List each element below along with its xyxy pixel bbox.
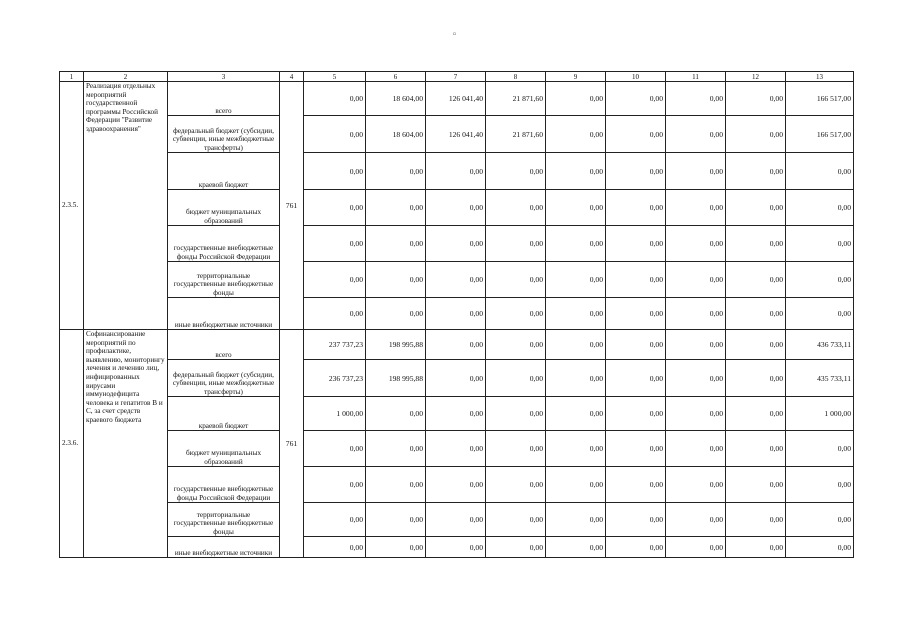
table-row — [60, 467, 854, 503]
amount-cell: 18 604,00 — [366, 116, 426, 153]
column-number: 4 — [280, 72, 304, 82]
table-row — [60, 262, 854, 298]
amount-cell: 0,00 — [366, 262, 426, 298]
amount-cell: 0,00 — [546, 467, 606, 503]
table-row — [60, 116, 854, 153]
amount-cell: 0,00 — [726, 360, 786, 397]
table-row — [60, 503, 854, 537]
amount-cell: 0,00 — [606, 82, 666, 116]
amount-cell: 21 871,60 — [486, 116, 546, 153]
column-number: 12 — [726, 72, 786, 82]
amount-cell: 0,00 — [726, 226, 786, 262]
amount-cell: 198 995,88 — [366, 360, 426, 397]
amount-cell: 0,00 — [304, 298, 366, 330]
grbs-code: 761 — [280, 82, 304, 330]
amount-cell: 0,00 — [366, 431, 426, 467]
table-row — [60, 82, 854, 116]
column-number: 9 — [546, 72, 606, 82]
amount-cell: 0,00 — [666, 431, 726, 467]
funding-source: иные внебюджетные источники — [168, 537, 280, 558]
funding-source: территориальные государственные внебюджетные фонды — [168, 262, 280, 298]
column-number: 3 — [168, 72, 280, 82]
amount-cell: 0,00 — [546, 226, 606, 262]
amount-cell: 0,00 — [546, 537, 606, 558]
amount-cell: 0,00 — [486, 503, 546, 537]
amount-cell: 0,00 — [606, 431, 666, 467]
amount-cell: 0,00 — [486, 330, 546, 360]
funding-source: бюджет муниципальных образований — [168, 431, 280, 467]
amount-cell: 0,00 — [666, 153, 726, 190]
amount-cell: 0,00 — [786, 431, 854, 467]
amount-cell: 0,00 — [546, 431, 606, 467]
amount-cell: 0,00 — [426, 153, 486, 190]
amount-cell: 0,00 — [366, 298, 426, 330]
table-row — [60, 226, 854, 262]
amount-cell: 0,00 — [606, 190, 666, 226]
column-number: 2 — [84, 72, 168, 82]
table-row — [60, 330, 854, 360]
amount-cell: 0,00 — [426, 190, 486, 226]
amount-cell: 237 737,23 — [304, 330, 366, 360]
column-number: 7 — [426, 72, 486, 82]
table-row — [60, 537, 854, 558]
measure-name: Реализация отдельных мероприятий государственной программы Российской Федерации "Развитие здравоохранения" — [84, 82, 168, 330]
table-row — [60, 153, 854, 190]
amount-cell: 0,00 — [366, 503, 426, 537]
amount-cell: 0,00 — [546, 190, 606, 226]
funding-source: всего — [168, 82, 280, 116]
amount-cell: 0,00 — [606, 467, 666, 503]
amount-cell: 0,00 — [786, 190, 854, 226]
amount-cell: 0,00 — [666, 537, 726, 558]
amount-cell: 0,00 — [546, 503, 606, 537]
amount-cell: 0,00 — [726, 298, 786, 330]
amount-cell: 0,00 — [366, 153, 426, 190]
amount-cell: 0,00 — [666, 116, 726, 153]
measure-name: Софинансирование мероприятий по профилактике, выявлению, мониторингу лечения и лечению лиц, инфицированных вирусами иммунодефицита человека и гепатитов В и С, за счет средств краевого бюджета — [84, 330, 168, 558]
amount-cell: 0,00 — [726, 537, 786, 558]
funding-source: иные внебюджетные источники — [168, 298, 280, 330]
amount-cell: 0,00 — [726, 82, 786, 116]
amount-cell: 18 604,00 — [366, 82, 426, 116]
amount-cell: 0,00 — [426, 298, 486, 330]
amount-cell: 0,00 — [546, 298, 606, 330]
amount-cell: 0,00 — [666, 190, 726, 226]
table-row — [60, 360, 854, 397]
column-number: 10 — [606, 72, 666, 82]
amount-cell: 0,00 — [666, 298, 726, 330]
table-row — [60, 298, 854, 330]
amount-cell: 0,00 — [304, 190, 366, 226]
amount-cell: 0,00 — [606, 262, 666, 298]
column-number: 5 — [304, 72, 366, 82]
amount-cell: 21 871,60 — [486, 82, 546, 116]
amount-cell: 0,00 — [786, 467, 854, 503]
funding-source: федеральный бюджет (субсидии, субвенции, иные межбюджетные трансферты) — [168, 116, 280, 153]
funding-source: краевой бюджет — [168, 397, 280, 431]
amount-cell: 0,00 — [486, 153, 546, 190]
amount-cell: 126 041,40 — [426, 82, 486, 116]
amount-cell: 0,00 — [546, 116, 606, 153]
funding-source: бюджет муниципальных образований — [168, 190, 280, 226]
amount-cell: 0,00 — [426, 397, 486, 431]
amount-cell: 0,00 — [726, 503, 786, 537]
amount-cell: 0,00 — [606, 153, 666, 190]
amount-cell: 0,00 — [666, 503, 726, 537]
amount-cell: 0,00 — [606, 537, 666, 558]
amount-cell: 0,00 — [666, 467, 726, 503]
amount-cell: 0,00 — [426, 537, 486, 558]
amount-cell: 0,00 — [726, 431, 786, 467]
page-mark: ¤ — [453, 32, 456, 38]
amount-cell: 0,00 — [304, 153, 366, 190]
measure-code: 2.3.6. — [60, 330, 84, 558]
amount-cell: 0,00 — [304, 116, 366, 153]
amount-cell: 0,00 — [426, 503, 486, 537]
amount-cell: 0,00 — [486, 397, 546, 431]
amount-cell: 0,00 — [726, 330, 786, 360]
amount-cell: 0,00 — [786, 503, 854, 537]
amount-cell: 166 517,00 — [786, 116, 854, 153]
amount-cell: 0,00 — [546, 397, 606, 431]
amount-cell: 0,00 — [666, 360, 726, 397]
funding-source: федеральный бюджет (субсидии, субвенции, иные межбюджетные трансферты) — [168, 360, 280, 397]
amount-cell: 0,00 — [786, 153, 854, 190]
amount-cell: 0,00 — [486, 467, 546, 503]
funding-source: территориальные государственные внебюджетные фонды — [168, 503, 280, 537]
amount-cell: 0,00 — [366, 397, 426, 431]
funding-source: государственные внебюджетные фонды Российской Федерации — [168, 467, 280, 503]
funding-source: краевой бюджет — [168, 153, 280, 190]
amount-cell: 0,00 — [304, 262, 366, 298]
amount-cell: 0,00 — [606, 503, 666, 537]
column-number: 1 — [60, 72, 84, 82]
amount-cell: 0,00 — [666, 330, 726, 360]
amount-cell: 0,00 — [666, 397, 726, 431]
amount-cell: 0,00 — [486, 431, 546, 467]
table-row — [60, 431, 854, 467]
amount-cell: 0,00 — [426, 467, 486, 503]
amount-cell: 0,00 — [606, 116, 666, 153]
amount-cell: 435 733,11 — [786, 360, 854, 397]
amount-cell: 0,00 — [726, 467, 786, 503]
amount-cell: 0,00 — [606, 397, 666, 431]
amount-cell: 0,00 — [546, 262, 606, 298]
amount-cell: 0,00 — [486, 226, 546, 262]
amount-cell: 0,00 — [786, 262, 854, 298]
amount-cell: 1 000,00 — [304, 397, 366, 431]
amount-cell: 0,00 — [426, 226, 486, 262]
amount-cell: 0,00 — [304, 467, 366, 503]
amount-cell: 0,00 — [486, 190, 546, 226]
amount-cell: 198 995,88 — [366, 330, 426, 360]
amount-cell: 0,00 — [726, 262, 786, 298]
amount-cell: 0,00 — [546, 153, 606, 190]
amount-cell: 0,00 — [366, 190, 426, 226]
amount-cell: 0,00 — [366, 467, 426, 503]
amount-cell: 436 733,11 — [786, 330, 854, 360]
amount-cell: 0,00 — [304, 537, 366, 558]
amount-cell: 0,00 — [666, 262, 726, 298]
amount-cell: 0,00 — [426, 262, 486, 298]
amount-cell: 0,00 — [726, 397, 786, 431]
amount-cell: 0,00 — [726, 153, 786, 190]
amount-cell: 0,00 — [304, 503, 366, 537]
amount-cell: 0,00 — [426, 330, 486, 360]
amount-cell: 0,00 — [304, 226, 366, 262]
amount-cell: 0,00 — [546, 82, 606, 116]
amount-cell: 0,00 — [486, 262, 546, 298]
amount-cell: 0,00 — [366, 226, 426, 262]
amount-cell: 0,00 — [426, 431, 486, 467]
amount-cell: 0,00 — [786, 226, 854, 262]
amount-cell: 236 737,23 — [304, 360, 366, 397]
amount-cell: 0,00 — [304, 82, 366, 116]
amount-cell: 0,00 — [366, 537, 426, 558]
amount-cell: 126 041,40 — [426, 116, 486, 153]
amount-cell: 0,00 — [726, 116, 786, 153]
column-number: 8 — [486, 72, 546, 82]
amount-cell: 0,00 — [304, 431, 366, 467]
amount-cell: 0,00 — [486, 298, 546, 330]
amount-cell: 0,00 — [606, 226, 666, 262]
measure-code: 2.3.5. — [60, 82, 84, 330]
table-row — [60, 190, 854, 226]
amount-cell: 0,00 — [726, 190, 786, 226]
amount-cell: 0,00 — [606, 298, 666, 330]
column-number: 11 — [666, 72, 726, 82]
amount-cell: 0,00 — [606, 360, 666, 397]
amount-cell: 0,00 — [426, 360, 486, 397]
funding-source: государственные внебюджетные фонды Российской Федерации — [168, 226, 280, 262]
column-number: 13 — [786, 72, 854, 82]
table-row — [60, 397, 854, 431]
column-number-row — [60, 72, 854, 82]
budget-table — [59, 71, 854, 558]
amount-cell: 0,00 — [666, 82, 726, 116]
amount-cell: 0,00 — [606, 330, 666, 360]
amount-cell: 166 517,00 — [786, 82, 854, 116]
funding-source: всего — [168, 330, 280, 360]
amount-cell: 0,00 — [546, 360, 606, 397]
amount-cell: 1 000,00 — [786, 397, 854, 431]
amount-cell: 0,00 — [786, 298, 854, 330]
amount-cell: 0,00 — [666, 226, 726, 262]
amount-cell: 0,00 — [786, 537, 854, 558]
amount-cell: 0,00 — [546, 330, 606, 360]
amount-cell: 0,00 — [486, 537, 546, 558]
amount-cell: 0,00 — [486, 360, 546, 397]
grbs-code: 761 — [280, 330, 304, 558]
column-number: 6 — [366, 72, 426, 82]
